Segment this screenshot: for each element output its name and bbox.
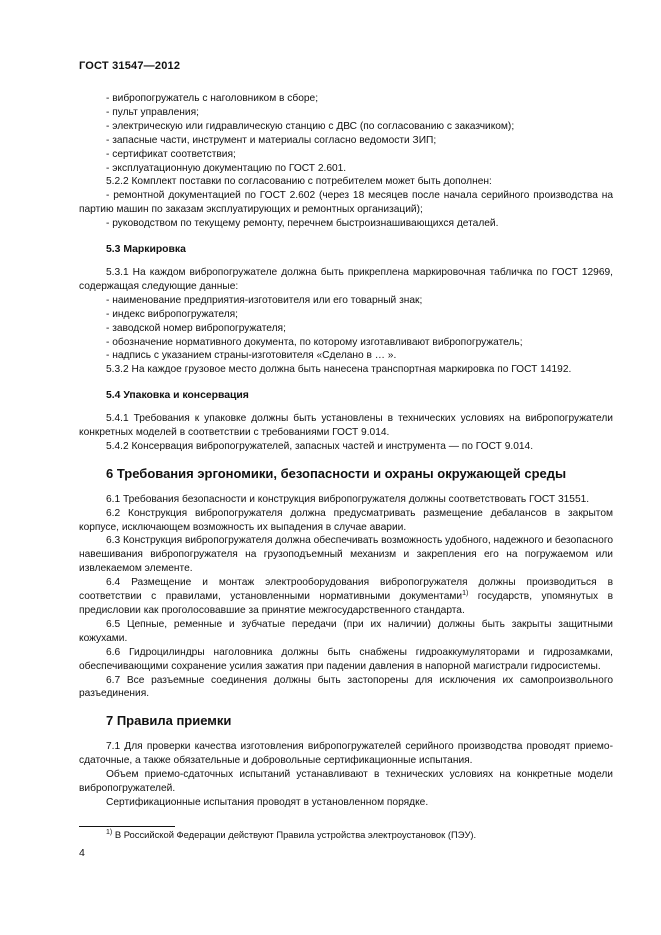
section-heading-6: 6 Требования эргономики, безопасности и охраны окружающей среды [106, 465, 567, 481]
paragraph-7-1: 7.1 Для проверки качества изготовления вибропогружателей серийного производства проводят приемо-сдаточные, а также обязательные и добровольные сертификационные испытания. [79, 741, 613, 767]
paragraph-5-3-2: 5.3.2 На каждое грузовое место должна быть нанесена транспортная маркировка по ГОСТ 14192. [106, 364, 572, 376]
paragraph-6-5: 6.5 Цепные, ременные и зубчатые передачи (при их наличии) должны быть закрыты защитными кожухами. [79, 618, 613, 644]
section-heading-5-4: 5.4 Упаковка и консервация [106, 390, 249, 402]
list-item: - обозначение нормативного документа, по которому изготавливают вибропогружатель; [106, 336, 523, 348]
list-item: - пульт управления; [106, 106, 199, 118]
page-number: 4 [79, 847, 85, 859]
list-item: - запасные части, инструмент и материалы согласно ведомости ЗИП; [106, 134, 437, 146]
paragraph-7-1-certification: Сертификационные испытания проводят в установленном порядке. [106, 796, 429, 808]
section-heading-5-3: 5.3 Маркировка [106, 244, 186, 256]
paragraph-5-4-2: 5.4.2 Консервация вибропогружателей, запасных частей и инструмента — по ГОСТ 9.014. [106, 440, 534, 452]
paragraph-5-2-2: 5.2.2 Комплект поставки по согласованию с потребителем может быть дополнен: [106, 176, 492, 188]
paragraph-5-4-1: 5.4.1 Требования к упаковке должны быть установлены в технических условиях на вибропогружатели конкретных моделей в соответствии с требованиями ГОСТ 9.014. [79, 413, 613, 439]
paragraph-6-4-text: 6.4 Размещение и монтаж электрооборудования вибропогружателя должны производиться в соответствии с правилами, установленными нормативными документами [79, 577, 613, 603]
list-item: - сертификат соответствия; [106, 148, 236, 160]
footnote-mark: 1) [106, 829, 113, 836]
paragraph-6-1: 6.1 Требования безопасности и конструкция вибропогружателя должны соответствовать ГОСТ 31551. [106, 493, 590, 505]
footnote-divider [79, 826, 175, 827]
document-code-header: ГОСТ 31547—2012 [79, 60, 181, 72]
list-item: - эксплуатационную документацию по ГОСТ 2.601. [106, 162, 347, 174]
section-heading-7: 7 Правила приемки [106, 713, 232, 729]
page-body [79, 92, 613, 810]
paragraph-6-4 [79, 576, 613, 618]
list-item: - руководством по текущему ремонту, перечнем быстроизнашивающихся деталей. [106, 218, 499, 230]
list-item: - ремонтной документацией по ГОСТ 2.602 (через 18 месяцев после начала серийного производства на партию машин по заказам эксплуатирующих и ремонтных организаций); [79, 190, 613, 216]
footnote-text: В Российской Федерации действуют Правила устройства электроустановок (ПЭУ). [112, 829, 477, 840]
footnote-reference: 1) [462, 590, 469, 598]
list-item: - заводской номер вибропогружателя; [106, 322, 286, 334]
list-item: - вибропогружатель с наголовником в сборе; [106, 93, 319, 104]
list-item: - индекс вибропогружателя; [106, 308, 238, 320]
paragraph-6-3: 6.3 Конструкция вибропогружателя должна обеспечивать возможность удобного, надежного и безопасного навешивания вибропогружателя на грузоподъемный механизм и закрепления его на погружаемом или извлекаемом элементе. [79, 535, 614, 575]
paragraph-6-7: 6.7 Все разъемные соединения должны быть застопорены для исключения их самопроизвольного разъединения. [79, 674, 613, 700]
list-item: - надпись с указанием страны-изготовителя «Сделано в … ». [106, 350, 397, 362]
paragraph-6-2: 6.2 Конструкция вибропогружателя должна предусматривать размещение дебалансов в закрытом корпусе, исключающем возможность их выпадения в случае аварии. [79, 507, 613, 533]
paragraph-6-6: 6.6 Гидроцилиндры наголовника должны быть снабжены гидроаккумуляторами и гидрозамками, обеспечивающими сохранение усилия зажатия при падении давления в напорной магистрали гидросистемы. [79, 646, 613, 672]
footnote [106, 829, 476, 840]
paragraph-5-3-1: 5.3.1 На каждом вибропогружателе должна быть прикреплена маркировочная табличка по ГОСТ 12969, содержащая следующие данные: [79, 266, 613, 292]
list-item: - наименование предприятия-изготовителя или его товарный знак; [106, 294, 423, 306]
paragraph-7-1-scope: Объем приемо-сдаточных испытаний устанавливают в технических условиях на конкретные модели вибропогружателей. [79, 769, 613, 794]
paragraph-6-4-text-cont: государств, упомянутых в предисловии как проголосовавшие за принятие межгосударственного стандарта. [79, 591, 613, 616]
list-item: - электрическую или гидравлическую станцию с ДВС (по согласованию с заказчиком); [106, 120, 515, 132]
